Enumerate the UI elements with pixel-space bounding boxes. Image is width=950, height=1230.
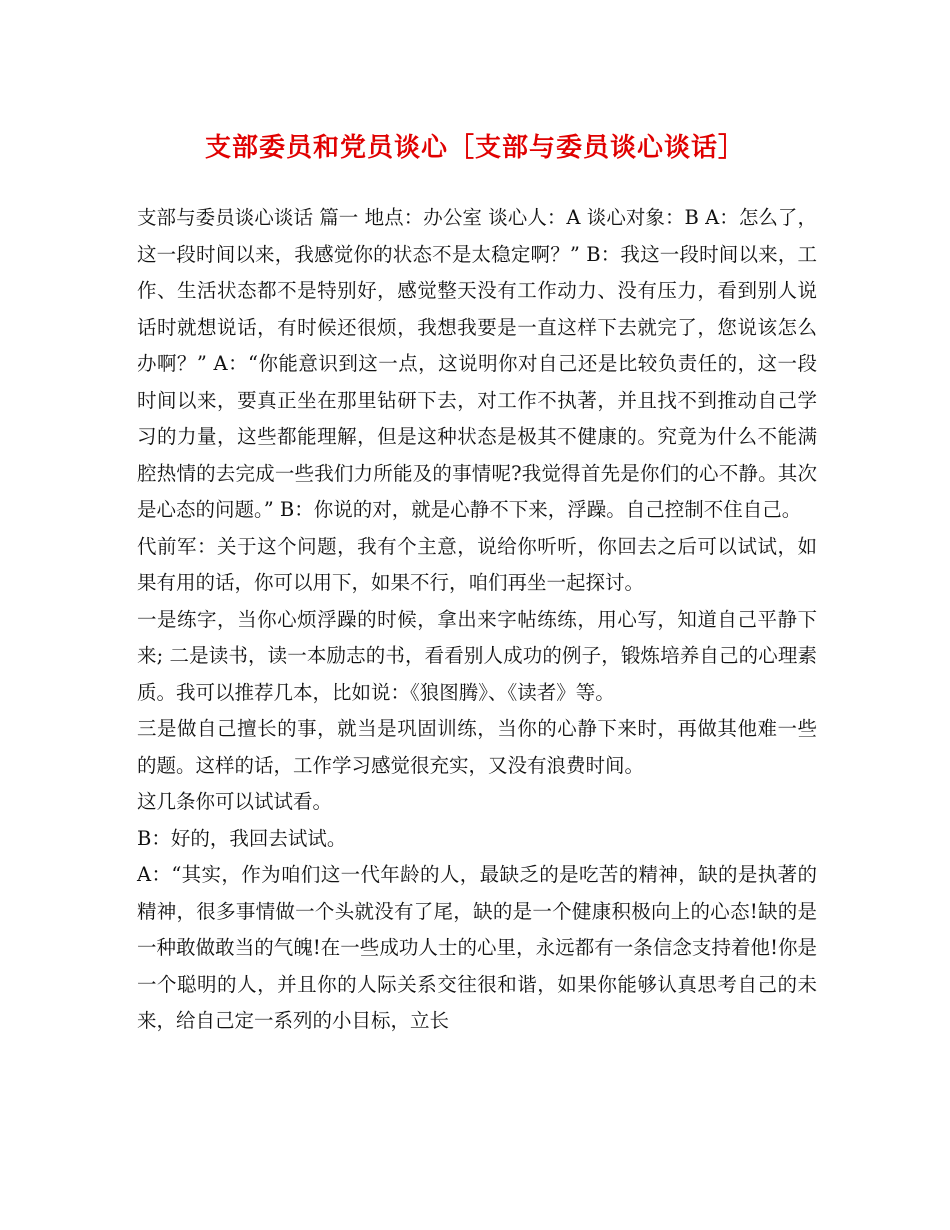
paragraph-dialogue-opening: 支部与委员谈心谈话 篇一 地点：办公室 谈心人：A 谈心对象：B A：怎么了，这一段时间以来，我感觉你的状态不是太稳定啊？” B：我这一段时间以来，工作、生活状态都不是特别好，感觉整天没有工作动力、没有压力，看到别人说话时就想说话，有时候还很烦，我想我要是一直这样下去就完了，您说该怎么办啊？” A：“你能意识到这一点，这说明你对自己还是比较负责任的，这一段时间以来，要真正坐在那里钻研下去，对工作不执著，并且找不到推动自己学习的力量，这些都能理解，但是这种状态是极其不健康的。究竟为什么不能满腔热情的去完成一些我们力所能及的事情呢?我觉得首先是你们的心不静。其次是心态的问题。” B：你说的对，就是心静不下来，浮躁。自己控制不住自己。 <box>137 206 817 521</box>
paragraph-suggestion-intro: 代前军：关于这个问题，我有个主意，说给你听听，你回去之后可以试试，如果有用的话，你可以用下，如果不行，咱们再坐一起探讨。 <box>137 534 817 594</box>
document-body <box>137 200 817 1040</box>
paragraph-b-reply: B：好的，我回去试试。 <box>137 826 347 850</box>
paragraph-try-these: 这几条你可以试试看。 <box>137 790 333 813</box>
paragraph-suggestion-one-two: 一是练字，当你心烦浮躁的时候，拿出来字帖练练，用心写，知道自己平静下来; 二是读书，读一本励志的书，看看别人成功的例子，锻炼培养自己的心理素质。我可以推荐几本，比如说：《狼图腾》、《读者》等。 <box>137 607 817 704</box>
document-title: 支部委员和党员谈心［支部与委员谈心谈话］ <box>204 133 745 163</box>
paragraph-a-advice: A：“其实，作为咱们这一代年龄的人，最缺乏的是吃苦的精神，缺的是执著的精神，很多事情做一个头就没有了尾，缺的是一个健康积极向上的心态!缺的是一种敢做敢当的气魄!在一些成功人士的心里，永远都有一条信念支持着他!你是一个聪明的人，并且你的人际关系交往很和谐，如果你能够认真思考自己的未来，给自己定一系列的小目标，立长 <box>137 863 817 1032</box>
paragraph-suggestion-three: 三是做自己擅长的事，就当是巩固训练，当你的心静下来时，再做其他难一些的题。这样的话，工作学习感觉很充实，又没有浪费时间。 <box>137 717 817 777</box>
